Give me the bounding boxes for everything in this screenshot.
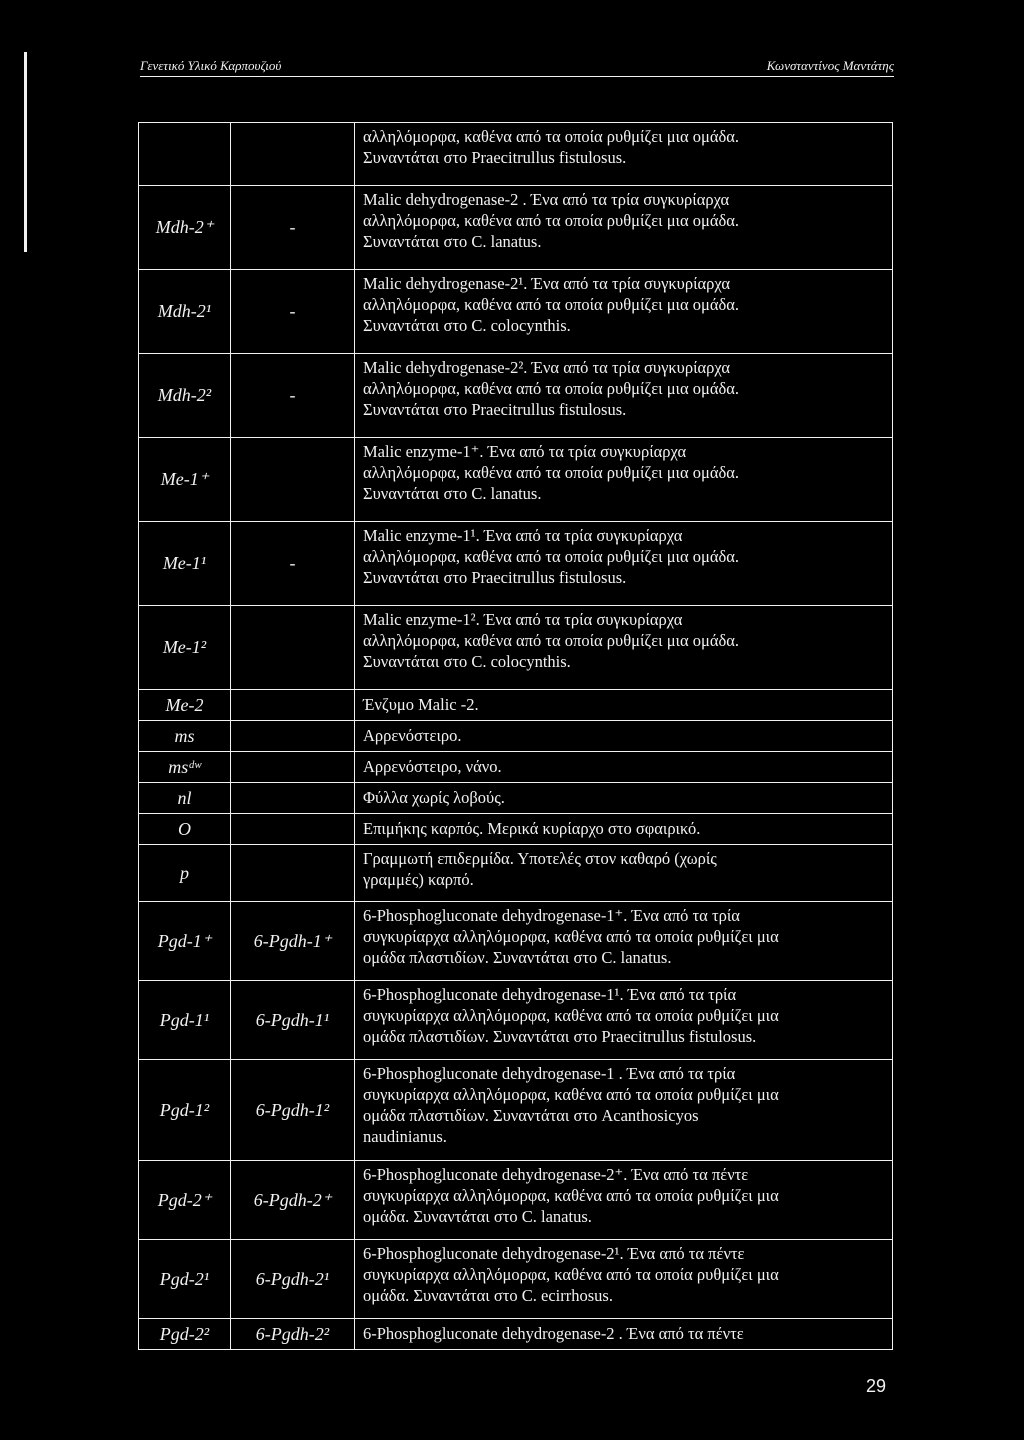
enzyme-symbol: [230, 690, 354, 720]
gene-description: Γραμμωτή επιδερμίδα. Υποτελές στον καθαρό (χωρίς γραμμές) καρπό.: [354, 845, 893, 901]
gene-description: αλληλόμορφα, καθένα από τα οποία ρυθμίζει μια ομάδα. Συναντάται στο Praecitrullus fistulosus.: [354, 123, 893, 185]
table-row: [138, 813, 893, 844]
table-row: [138, 1059, 893, 1160]
table-row: [138, 689, 893, 720]
gene-symbol: Me-1²: [138, 606, 230, 689]
table-row: [138, 1239, 893, 1318]
gene-symbol: Pgd-2²: [138, 1319, 230, 1349]
gene-symbol: msᵈʷ: [138, 752, 230, 782]
gene-symbol: Mdh-2¹: [138, 270, 230, 353]
gene-description: 6-Phosphogluconate dehydrogenase-2¹. Ένα από τα πέντε συγκυρίαρχα αλληλόμορφα, καθένα από τα οποία ρυθμίζει μια ομάδα. Συναντάται στο C. ecirrhosus.: [354, 1240, 893, 1318]
enzyme-symbol: [230, 814, 354, 844]
gene-description: Αρρενόστειρο.: [354, 721, 893, 751]
gene-description: Malic dehydrogenase-2². Ένα από τα τρία συγκυρίαρχα αλληλόμορφα, καθένα από τα οποία ρυθμίζει μια ομάδα. Συναντάται στο Praecitrullus fistulosus.: [354, 354, 893, 437]
enzyme-symbol: [230, 721, 354, 751]
table-row: [138, 751, 893, 782]
enzyme-symbol: 6-Pgdh-2⁺: [230, 1161, 354, 1239]
table-row: [138, 437, 893, 521]
gene-symbol: Pgd-1⁺: [138, 902, 230, 980]
gene-symbol: O: [138, 814, 230, 844]
enzyme-symbol: -: [230, 354, 354, 437]
gene-symbol: nl: [138, 783, 230, 813]
gene-symbol: Pgd-1¹: [138, 981, 230, 1059]
table-row: [138, 980, 893, 1059]
table-row: [138, 720, 893, 751]
gene-symbol: Mdh-2⁺: [138, 186, 230, 269]
table-row: [138, 521, 893, 605]
gene-description: Ένζυμο Malic -2.: [354, 690, 893, 720]
gene-symbol: Mdh-2²: [138, 354, 230, 437]
gene-symbol: [138, 123, 230, 185]
gene-symbol: Pgd-2⁺: [138, 1161, 230, 1239]
enzyme-symbol: -: [230, 186, 354, 269]
running-header: [140, 56, 894, 77]
gene-symbol: ms: [138, 721, 230, 751]
gene-description: Αρρενόστειρο, νάνο.: [354, 752, 893, 782]
gene-symbol: p: [138, 845, 230, 901]
enzyme-symbol: -: [230, 522, 354, 605]
margin-bar: [24, 52, 27, 252]
table-row: [138, 353, 893, 437]
gene-symbol: Me-2: [138, 690, 230, 720]
table-row: [138, 185, 893, 269]
gene-symbol: Pgd-1²: [138, 1060, 230, 1160]
table-row: [138, 122, 893, 185]
enzyme-symbol: -: [230, 270, 354, 353]
gene-symbol: Pgd-2¹: [138, 1240, 230, 1318]
gene-description: 6-Phosphogluconate dehydrogenase-2⁺. Ένα από τα πέντε συγκυρίαρχα αλληλόμορφα, καθένα από τα οποία ρυθμίζει μια ομάδα. Συναντάται στο C. lanatus.: [354, 1161, 893, 1239]
header-book-title: Γενετικό Υλικό Καρπουζιού: [140, 58, 282, 73]
gene-table: [138, 122, 893, 1350]
page-number: 29: [865, 1376, 886, 1396]
enzyme-symbol: [230, 752, 354, 782]
header-author: Κωνσταντίνος Μαντάτης: [766, 58, 894, 73]
table-row: [138, 782, 893, 813]
table-row: [138, 1318, 893, 1350]
table-row: [138, 269, 893, 353]
gene-description: Malic dehydrogenase-2¹. Ένα από τα τρία συγκυρίαρχα αλληλόμορφα, καθένα από τα οποία ρυθμίζει μια ομάδα. Συναντάται στο C. colocynthis.: [354, 270, 893, 353]
enzyme-symbol: 6-Pgdh-1²: [230, 1060, 354, 1160]
enzyme-symbol: 6-Pgdh-2²: [230, 1319, 354, 1349]
gene-description: 6-Phosphogluconate dehydrogenase-2 . Ένα από τα πέντε: [354, 1319, 893, 1349]
enzyme-symbol: [230, 783, 354, 813]
enzyme-symbol: [230, 123, 354, 185]
gene-description: Malic enzyme-1⁺. Ένα από τα τρία συγκυρίαρχα αλληλόμορφα, καθένα από τα οποία ρυθμίζει μια ομάδα. Συναντάται στο C. lanatus.: [354, 438, 893, 521]
gene-description: Φύλλα χωρίς λοβούς.: [354, 783, 893, 813]
gene-description: 6-Phosphogluconate dehydrogenase-1 . Ένα από τα τρία συγκυρίαρχα αλληλόμορφα, καθένα από τα οποία ρυθμίζει μια ομάδα πλαστιδίων. Συναντάται στο Acanthosicyos naudinianus.: [354, 1060, 893, 1160]
table-row: [138, 901, 893, 980]
enzyme-symbol: 6-Pgdh-1⁺: [230, 902, 354, 980]
enzyme-symbol: 6-Pgdh-1¹: [230, 981, 354, 1059]
gene-symbol: Me-1⁺: [138, 438, 230, 521]
enzyme-symbol: 6-Pgdh-2¹: [230, 1240, 354, 1318]
gene-symbol: Me-1¹: [138, 522, 230, 605]
enzyme-symbol: [230, 606, 354, 689]
table-row: [138, 1160, 893, 1239]
gene-description: Malic dehydrogenase-2 . Ένα από τα τρία συγκυρίαρχα αλληλόμορφα, καθένα από τα οποία ρυθμίζει μια ομάδα. Συναντάται στο C. lanatus.: [354, 186, 893, 269]
gene-description: Malic enzyme-1¹. Ένα από τα τρία συγκυρίαρχα αλληλόμορφα, καθένα από τα οποία ρυθμίζει μια ομάδα. Συναντάται στο Praecitrullus fistulosus.: [354, 522, 893, 605]
gene-description: Επιμήκης καρπός. Μερικά κυρίαρχο στο σφαιρικό.: [354, 814, 893, 844]
enzyme-symbol: [230, 438, 354, 521]
table-row: [138, 844, 893, 901]
gene-description: Malic enzyme-1². Ένα από τα τρία συγκυρίαρχα αλληλόμορφα, καθένα από τα οποία ρυθμίζει μια ομάδα. Συναντάται στο C. colocynthis.: [354, 606, 893, 689]
enzyme-symbol: [230, 845, 354, 901]
table-row: [138, 605, 893, 689]
gene-description: 6-Phosphogluconate dehydrogenase-1⁺. Ένα από τα τρία συγκυρίαρχα αλληλόμορφα, καθένα από τα οποία ρυθμίζει μια ομάδα πλαστιδίων. Συναντάται στο C. lanatus.: [354, 902, 893, 980]
gene-description: 6-Phosphogluconate dehydrogenase-1¹. Ένα από τα τρία συγκυρίαρχα αλληλόμορφα, καθένα από τα οποία ρυθμίζει μια ομάδα πλαστιδίων. Συναντάται στο Praecitrullus fistulosus.: [354, 981, 893, 1059]
